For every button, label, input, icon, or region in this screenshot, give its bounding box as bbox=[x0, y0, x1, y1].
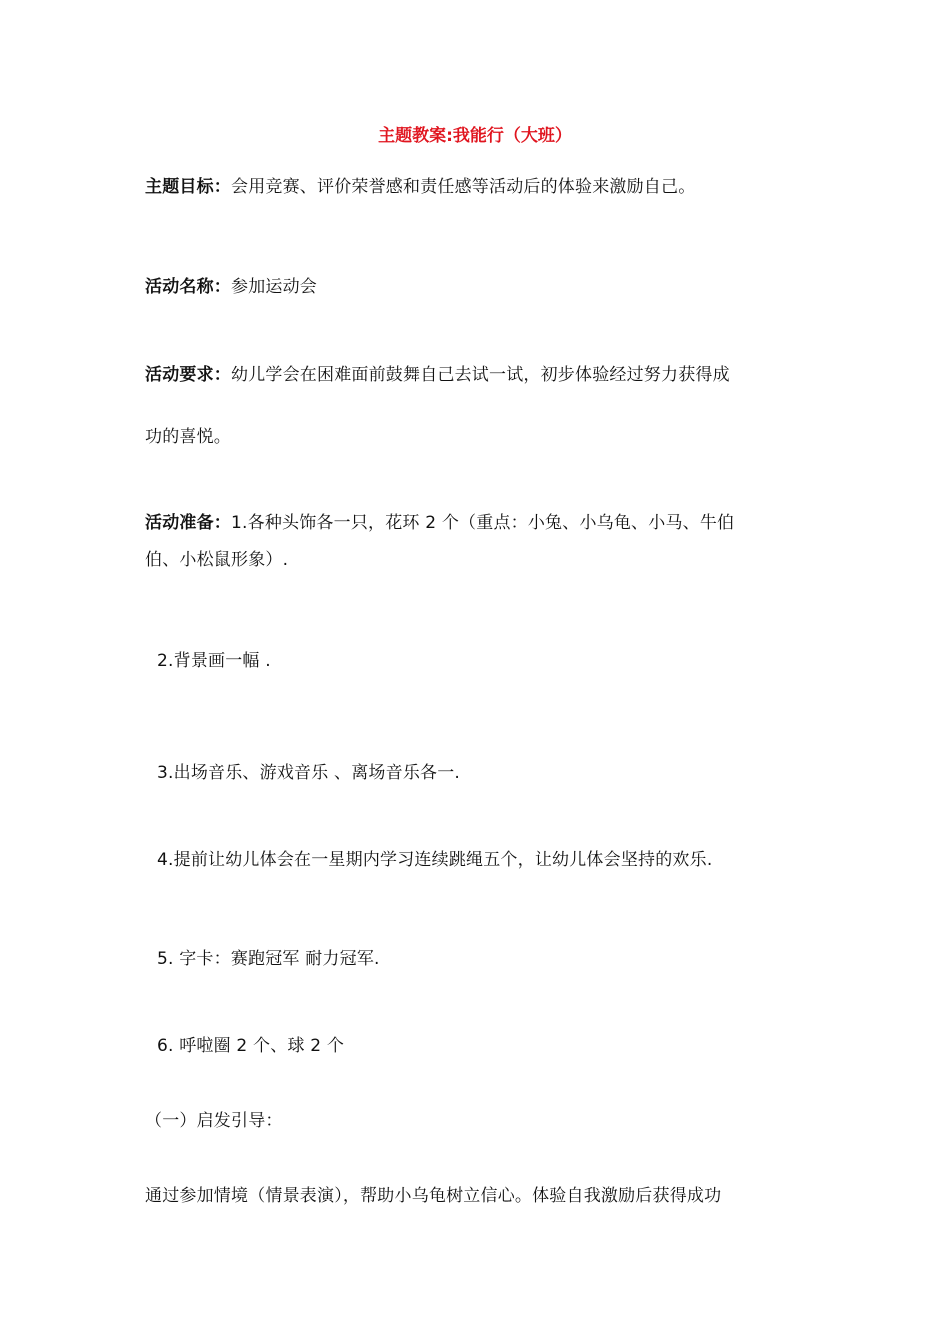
requirement-line-1: 幼儿学会在困难面前鼓舞自己去试一试，初步体验经过努力获得成 bbox=[231, 365, 730, 385]
preparation-line-2: 伯、小松鼠形象）. bbox=[145, 550, 289, 570]
preparation-item-6: 6. 呼啦圈 2 个、球 2 个 bbox=[157, 1036, 345, 1056]
activity-name-paragraph bbox=[145, 275, 317, 299]
activity-name-text: 参加运动会 bbox=[231, 277, 317, 297]
document-title: 主题教案:我能行（大班） bbox=[378, 126, 572, 146]
preparation-label: 活动准备： bbox=[145, 513, 231, 533]
requirement-label: 活动要求： bbox=[145, 365, 231, 385]
section-1-line-1: 通过参加情境（情景表演），帮助小乌龟树立信心。体验自我激励后获得成功 bbox=[145, 1186, 722, 1206]
requirement-line-2: 功的喜悦。 bbox=[145, 427, 231, 447]
preparation-item-2: 2.背景画一幅 . bbox=[157, 651, 271, 671]
goal-paragraph bbox=[145, 175, 695, 199]
preparation-item-5: 5. 字卡：赛跑冠军 耐力冠军. bbox=[157, 949, 380, 969]
preparation-paragraph bbox=[145, 511, 734, 535]
section-1-heading: （一）启发引导： bbox=[145, 1111, 283, 1131]
preparation-line-1: 1.各种头饰各一只，花环 2 个（重点：小兔、小乌龟、小马、牛伯 bbox=[231, 513, 735, 533]
goal-text: 会用竞赛、评价荣誉感和责任感等活动后的体验来激励自己。 bbox=[231, 177, 696, 197]
preparation-item-4: 4.提前让幼儿体会在一星期内学习连续跳绳五个，让幼儿体会坚持的欢乐. bbox=[157, 850, 713, 870]
requirement-paragraph bbox=[145, 363, 730, 387]
goal-label: 主题目标： bbox=[145, 177, 231, 197]
activity-name-label: 活动名称： bbox=[145, 277, 231, 297]
preparation-item-3: 3.出场音乐、游戏音乐 、离场音乐各一. bbox=[157, 763, 461, 783]
